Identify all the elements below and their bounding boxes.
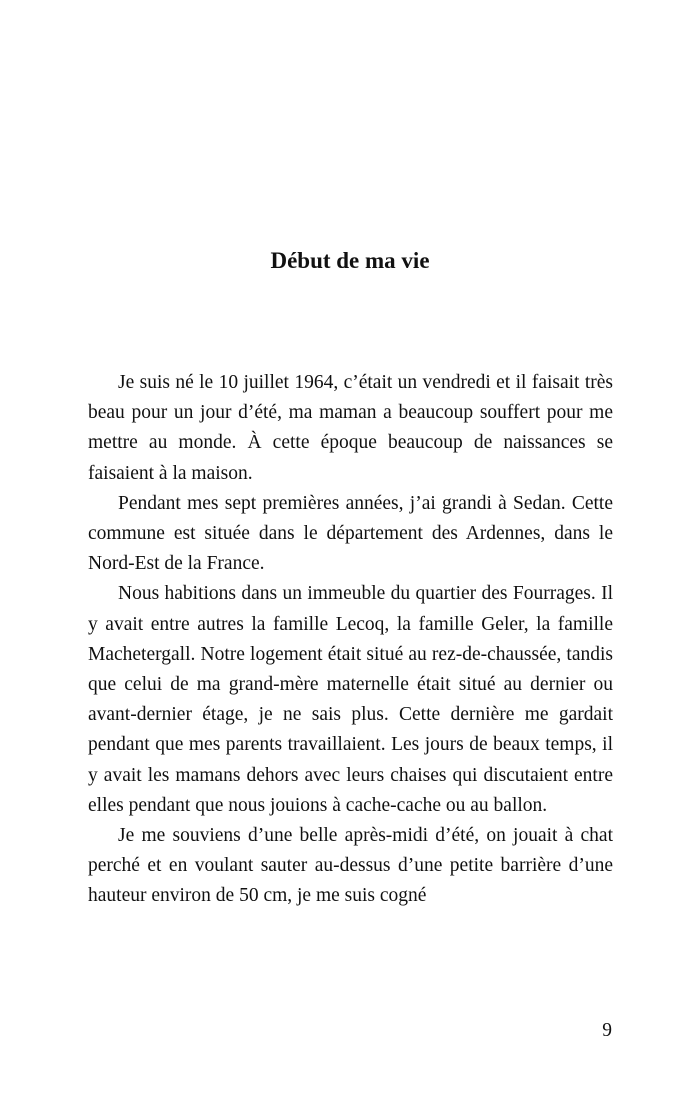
chapter-title: Début de ma vie bbox=[270, 248, 430, 273]
body-text bbox=[88, 368, 613, 912]
paragraph: Nous habitions dans un immeuble du quartier des Fourrages. Il y avait entre autres la famille Lecoq, la famille Geler, la famille Machetergall. Notre logement était situé au rez-de-chaussée, tandis que celui de ma grand-mère maternelle était situé au dernier ou avant-dernier étage, je ne sais plus. Cette dernière me gardait pendant que mes parents travaillaient. Les jours de beaux temps, il y avait les mamans dehors avec leurs chaises qui discutaient entre elles pendant que nous jouions à cache-cache ou au ballon. bbox=[88, 583, 613, 816]
paragraph: Je me souviens d’une belle après-midi d’été, on jouait à chat perché et en voulant sauter au-dessus d’une petite barrière d’une hauteur environ de 50 cm, je me suis cogné bbox=[88, 825, 613, 907]
page-number: 9 bbox=[602, 1020, 612, 1041]
paragraph: Pendant mes sept premières années, j’ai grandi à Sedan. Cette commune est située dans le département des Ardennes, dans le Nord-Est de la France. bbox=[88, 492, 613, 575]
paragraph: Je suis né le 10 juillet 1964, c’était un vendredi et il faisait très beau pour un jour d’été, ma maman a beaucoup souffert pour me mettre au monde. À cette époque beaucoup de naissances se faisaient à la maison. bbox=[88, 372, 613, 484]
